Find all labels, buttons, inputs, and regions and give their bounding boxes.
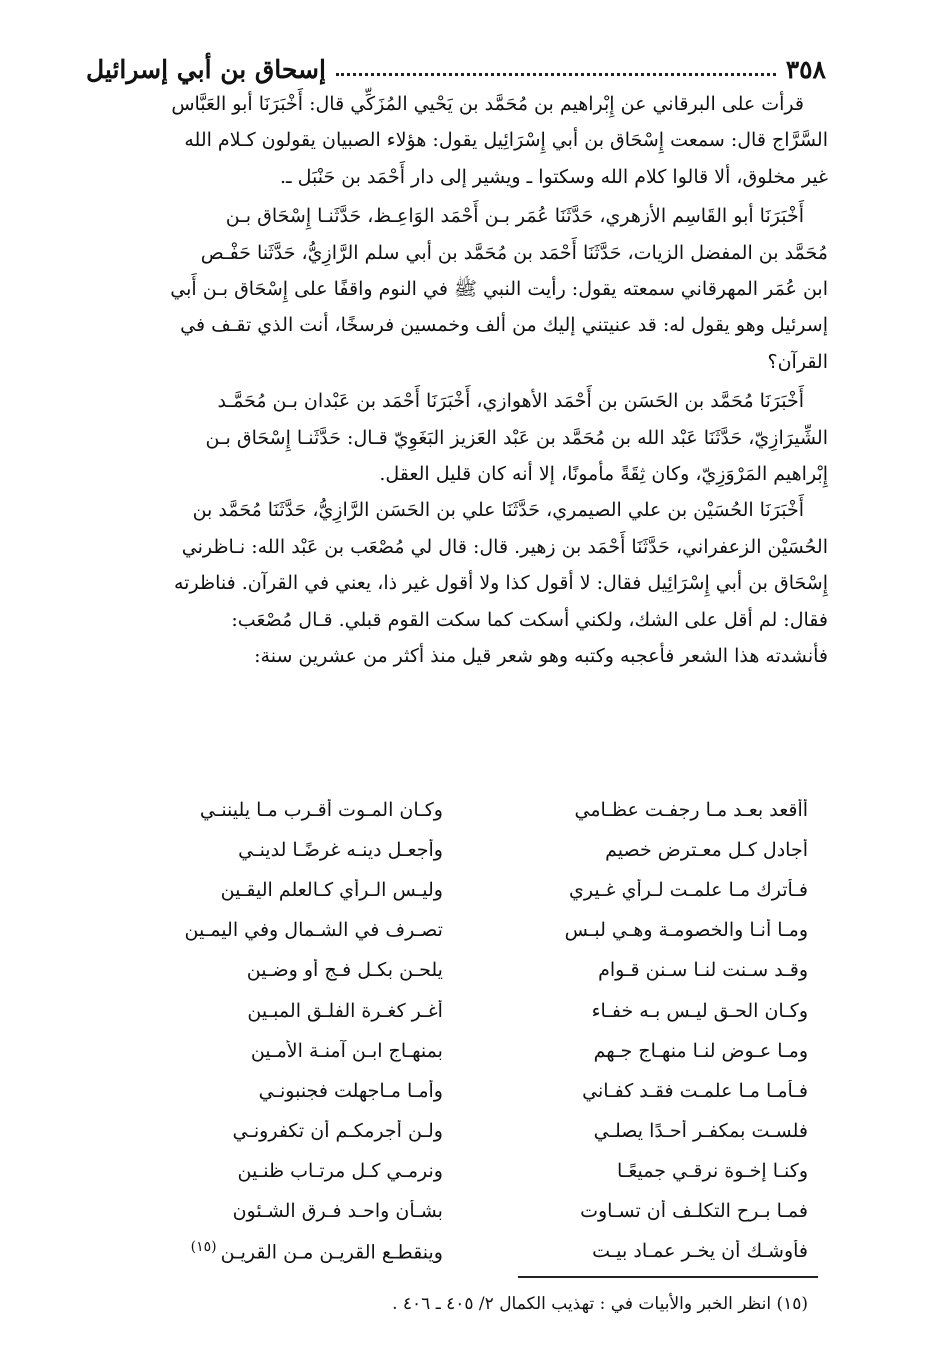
poem-verse (106, 1071, 808, 1111)
text-line: القرآن؟ (767, 350, 828, 373)
poem-verse (106, 950, 808, 990)
text-line: إِبْراهيم المَرْوَزِيّ، وكان ثِقَةً مأمونًا، إلا أنه كان قليل العقل. (379, 463, 828, 486)
text-line: أَخْبَرَنَا الحُسَيْن بن علي الصيمري، حَدَّثَنَا علي بن الحَسَن الرَّازِيُّ، حَدَّثَنَا مُحَمَّد بن (192, 499, 804, 522)
verse-second-hemistich: وأجعـل دينـه غرضًـا لدينـي (238, 839, 443, 862)
verse-first-hemistich: فـأمـا مـا علمـت فقـد كفـاني (582, 1079, 808, 1102)
poem-verse (106, 870, 808, 910)
text-line: الحُسَيْن الزعفراني، حَدَّثَنَا أَحْمَد بن زهير. قال: قال لي مُصْعَب بن عَبْد الله: نـاظرني (181, 535, 828, 558)
footnote: (١٥) انظر الخبر والأبيات في : تهذيب الكمال ٢/ ٤٠٥ ـ ٤٠٦ . (392, 1294, 808, 1314)
verse-second-hemistich: بمنهـاج ابـن آمنـة الأمـين (250, 1039, 443, 1062)
poem-verse (106, 1231, 808, 1271)
header-dot-leader (336, 73, 776, 76)
verse-first-hemistich: أجادل كـل معـترض خصيم (605, 839, 808, 862)
poem-verse (106, 910, 808, 950)
poem (106, 790, 808, 1271)
verse-second-hemistich: ونرمـي كـل مرتـاب ظنـين (237, 1159, 443, 1182)
poem-verse (106, 1031, 808, 1071)
verse-second-hemistich: أغـر كغـرة الفلـق المبـين (247, 999, 443, 1022)
verse-first-hemistich: فمـا بـرح التكلـف أن تسـاوت (580, 1199, 808, 1222)
poem-verse (106, 1191, 808, 1231)
footnote-reference[interactable]: (١٥) (190, 1238, 217, 1255)
text-line: أَخْبَرَنَا أبو القَاسِم الأزهري، حَدَّثَنَا عُمَر بـن أَحْمَد الوَاعِـظ، حَدَّثَنـا إِسْحَاق بـن (225, 205, 804, 228)
poem-verse (106, 1111, 808, 1151)
text-line: إِسْحَاق بن أبي إِسْرَائِيل فقال: لا أقول كذا ولا أقول غير ذا، يعني في القرآن. فناظرته (174, 572, 828, 595)
poem-verse (106, 990, 808, 1030)
verse-first-hemistich: وكنـا إخـوة نرقـي جميعًـا (616, 1159, 808, 1182)
text-line: إسرئيل وهو يقول له: قد عنيتني إليك من ألف وخمسين فرسخًا، أنت الذي تقـف في (180, 314, 828, 337)
verse-first-hemistich: وكـان الحـق ليـس بـه خفـاء (591, 999, 808, 1022)
verse-first-hemistich: فـأترك مـا علمـت لـرأي غـيري (569, 879, 808, 902)
verse-second-hemistich: وأمـا مـاجهلت فجنبونـي (258, 1079, 443, 1102)
text-line: غير مخلوق، ألا قالوا كلام الله وسكتوا ـ ويشير إلى دار أَحْمَد بن حَنْبَل ـ. (279, 165, 828, 188)
verse-first-hemistich: فأوشـك أن يخـر عمـاد بيـت (592, 1240, 808, 1263)
verse-first-hemistich: ومـا عـوض لنـا منهـاج جـهم (593, 1039, 808, 1062)
verse-text: وينقطـع القريـن مـن القريـن (220, 1241, 443, 1264)
text-line: ابن عُمَر المهرقاني سمعته يقول: رأيت النبي ﷺ في النوم واقفًا على إِسْحَاق بـن أَبي (170, 278, 828, 301)
text-line: قرأت على البرقاني عن إِبْراهيم بن مُحَمَّد بن يَحْيي المُزَكِّي قال: أَخْبَرَنَا أبو العَبَّاس (171, 93, 804, 115)
text-line: مُحَمَّد بن المفضل الزيات، حَدَّثَنَا أَحْمَد بن مُحَمَّد بن أبي سلم الرَّازِيُّ، حَدَّثَنا حَفْـص (200, 241, 828, 264)
verse-second-hemistich: بشـأن واحـد فـرق الشـئون (232, 1199, 443, 1222)
verse-second-hemistich (106, 1239, 443, 1263)
verse-second-hemistich: يلحـن بكـل فـج أو وضـين (246, 959, 443, 982)
verse-second-hemistich: وكـان المـوت أقـرب مـا يليننـي (199, 799, 443, 822)
text-line: فقال: لم أقل على الشك، ولكني أسكت كما سكت القوم قبلي. قـال مُصْعَب: (231, 608, 828, 631)
verse-second-hemistich: تصـرف في الشـمال وفي اليمـين (184, 919, 443, 942)
page-number: ٣٥٨ (785, 55, 826, 84)
text-line: فأنشدته هذا الشعر فأعجبه وكتبه وهو شعر قيل منذ أكثر من عشرين سنة: (254, 645, 828, 668)
verse-first-hemistich: ومـا أنـا والخصومـة وهـي لبـس (564, 919, 808, 942)
text-line: السَّرَّاج قال: سمعت إِسْحَاق بن أبي إِسْرَائِيل يقول: هؤلاء الصبيان يقولون كـلام الله (184, 129, 828, 152)
page-header (86, 44, 826, 84)
footnote-separator (518, 1276, 818, 1278)
poem-verse (106, 830, 808, 870)
verse-second-hemistich: وليـس الـرأي كـالعلم اليقـين (220, 879, 443, 902)
verse-first-hemistich: أأقعد بعـد مـا رجفـت عظـامي (574, 799, 808, 822)
verse-first-hemistich: فلسـت بمكفـر أحـدًا يصلـي (593, 1119, 808, 1142)
poem-verse (106, 790, 808, 830)
verse-first-hemistich: وقـد سـنت لنـا سـنن قـوام (598, 959, 808, 982)
verse-second-hemistich: ولـن أجرمكـم أن تكفرونـي (232, 1119, 443, 1142)
body-text (78, 86, 828, 675)
text-line: الشِّيرَازِيّ، حَدَّثَنَا عَبْد الله بن مُحَمَّد بن عَبْد العَزيز البَغَوِيّ قـال: حَدَّثَنـا إِسْحَاق بـن (205, 426, 828, 449)
poem-verse (106, 1151, 808, 1191)
text-line: أَخْبَرَنَا مُحَمَّد بن الحَسَن بن أَحْمَد الأهوازي، أَخْبَرَنَا أَحْمَد بن عَبْدان بـن مُحَمَّـد (217, 390, 804, 413)
running-title: إسحاق بن أبي إسرائيل (86, 55, 326, 84)
